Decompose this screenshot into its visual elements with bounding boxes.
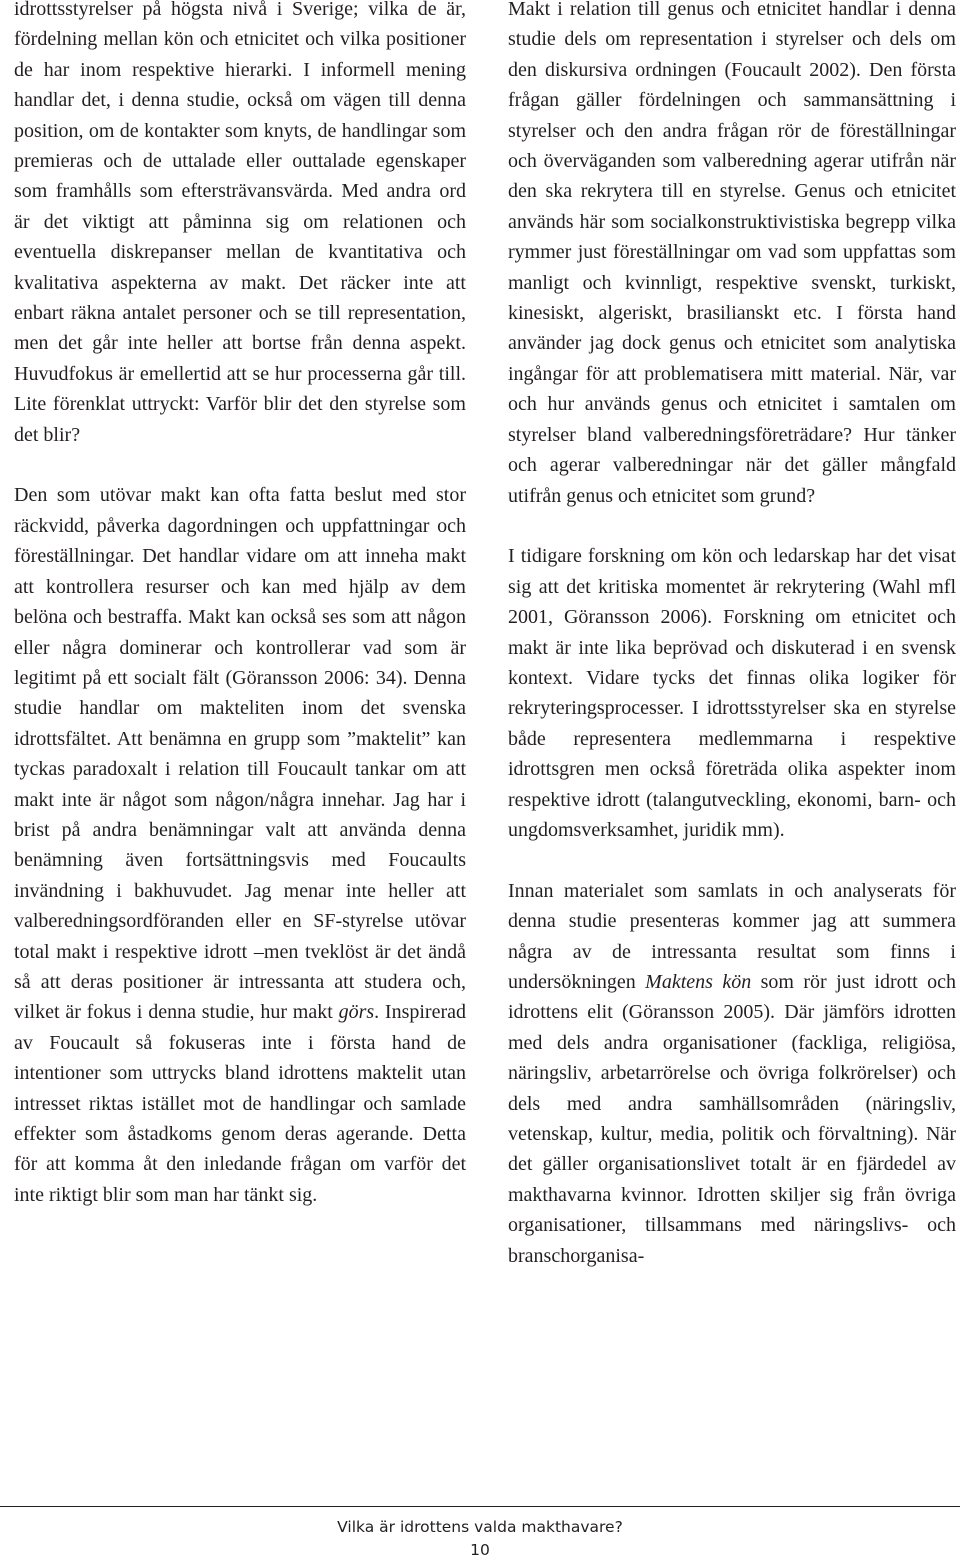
right-paragraph-3-emphasis: Maktens kön — [645, 970, 752, 993]
footer-title: Vilka är idrottens valda makthavare? — [337, 1518, 623, 1536]
left-paragraph-1: idrottsstyrelser på högsta nivå i Sverige; vilka de är, fördelning mellan kön och etnicitet och vilka positioner de har inom respektive hierarki. I informell mening handlar det, i denna studie, också om vägen till denna position, om de kontakter som knyts, de handlingar som premieras och de uttalade eller outtalade egenskaper som framhålls som eftersträvansvärda. Med andra ord är det viktigt att påminna sig om relationen och eventuella diskrepanser mellan de kvantitativa och kvalitativa aspekterna av makt. Det räcker inte att enbart räkna antalet personer och se till representation, men det går inte heller att bortse från denna aspekt. Huvudfokus är emellertid att se hur processerna går till. Lite förenklat uttryckt: Varför blir det den styrelse som det blir? — [14, 0, 466, 446]
page-number: 10 — [470, 1541, 490, 1559]
left-paragraph-2-text-b: . Inspirerad av Foucault så fokuseras inte i första hand de intentioner som uttrycks bland idrottens maktelit utan intresset riktas istället mot de handlingar och samlade effekter som åstadkoms genom deras agerande. Detta för att komma åt den inledande frågan om varför det inte riktigt blir som man har tänkt sig. — [14, 1001, 467, 1206]
footer-divider — [0, 1506, 960, 1507]
right-paragraph-3-text-b: som rör just idrott och idrottens elit (Göransson 2005). Där jämförs idrotten med dels andra organisationer (fackliga, religiösa, näringsliv, arbetarrörelse och övriga folkrörelser) och dels med andra samhällsområden (näringsliv, vetenskap, kultur, media, politik och förvaltning). När det gäller organisationslivet totalt är en fjärdedel av makthavarna kvinnor. Idrotten skiljer sig från övriga organisationer, tillsammans med näringslivs- och branschorganisa- — [508, 970, 957, 1267]
left-paragraph-2-emphasis: görs — [338, 1001, 375, 1024]
left-column — [14, 0, 466, 1210]
left-paragraph-2-text-a: Den som utövar makt kan ofta fatta beslut med stor räckvidd, påverka dagordningen och uppfattningar och föreställningar. Det handlar vidare om att inneha makt att kontrollera resurser och kan med hjälp av dem belöna och bestraffa. Makt kan också ses som att någon eller några dominerar och kontrollerar vad som är legitimt på ett socialt fält (Göransson 2006: 34). Denna studie handlar om makteliten inom det svenska idrottsfältet. Att benämna en grupp som ”maktelit” kan tyckas paradoxalt i relation till Foucault tankar om att makt inte är något som någon/några innehar. Jag har i brist på andra benämningar valt att använda denna benämning även fortsättningsvis med Foucaults invändning i bakhuvudet. Jag menar inte heller att valberedningsordföranden eller en SF-styrelse utövar total makt i respektive idrott –men tveklöst är det ändå så att deras positioner är intressanta att studera och, vilket är fokus i denna studie, hur makt — [14, 484, 466, 1024]
right-column — [508, 0, 956, 1271]
left-paragraph-2 — [14, 480, 466, 1210]
right-paragraph-3 — [508, 876, 956, 1271]
right-paragraph-3-text-a: Innan materialet som samlats in och analyserats för denna studie presenteras kommer jag att summera några av de intressanta resultat som finns i undersökningen — [508, 879, 956, 993]
right-paragraph-2: I tidigare forskning om kön och ledarskap har det visat sig att det kritiska momentet är rekrytering (Wahl mfl 2001, Göransson 2006). Forskning om etnicitet och makt är inte lika beprövad och diskuterad i en svensk kontext. Vidare tycks det finnas olika logiker för rekryteringsprocesser. I idrottsstyrelser ska en styrelse både representera medlemmarna i respektive idrottsgren men också företräda olika aspekter inom respektive idrott (talangutveckling, ekonomi, barn- och ungdomsverksamhet, juridik mm). — [508, 545, 956, 841]
right-paragraph-1: Makt i relation till genus och etnicitet handlar i denna studie dels om representation i styrelser och dels om den diskursiva ordningen (Foucault 2002). Den första frågan gäller fördelningen och sammansättning i styrelser och den andra frågan rör de föreställningar och överväganden som valberedning agerar utifrån när den ska rekrytera till en styrelse. Genus och etnicitet används här som socialkonstruktivistiska begrepp vilka rymmer just föreställningar om vad som uppfattas som manligt och kvinnligt, respektive svenskt, turkiskt, kinesiskt, algeriskt, brasilianskt etc. I första hand använder jag dock genus och etnicitet som analytiska ingångar för att problematisera mitt material. När, var och hur används genus och etnicitet i samtalen om styrelser bland valberedningsföreträdare? Hur tänker och agerar valberedningar när det gäller mångfald utifrån genus och etnicitet som grund? — [508, 0, 956, 507]
